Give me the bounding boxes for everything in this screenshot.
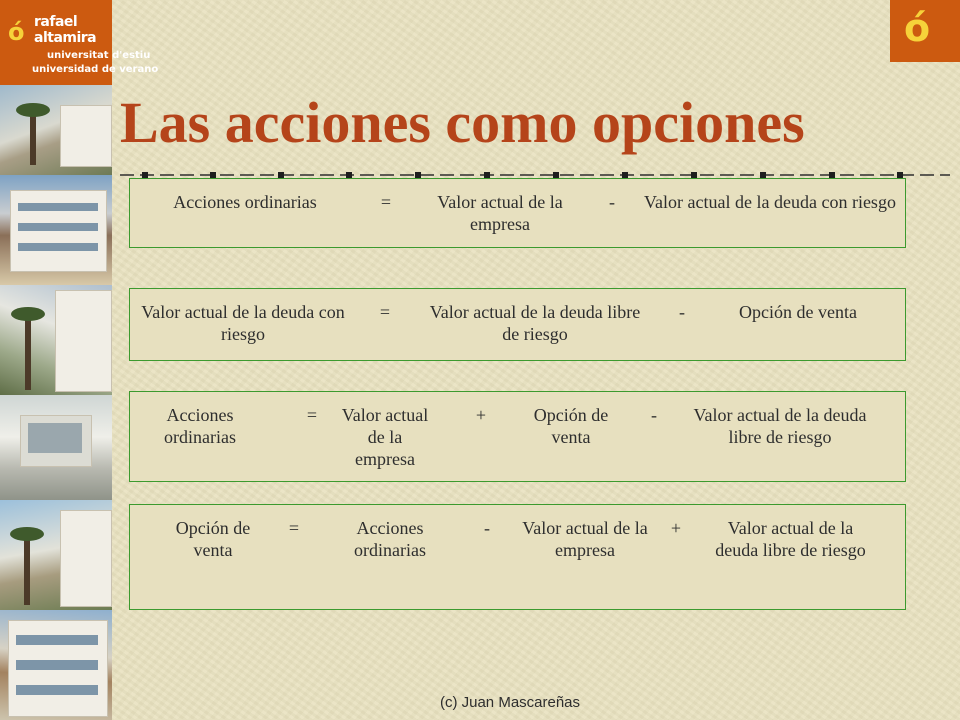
building-shape (60, 510, 112, 607)
logo-name: rafael altamira (34, 14, 97, 46)
palm-trunk (25, 315, 31, 390)
window-row (18, 203, 98, 211)
campus-photo-strip (0, 0, 112, 720)
equation-term: Valor actual de la deuda libre de riesgo (429, 302, 641, 344)
equation-term: Valor actual de la deuda con riesgo (141, 302, 345, 344)
campus-photo (0, 85, 112, 175)
equation-term: Opción de venta (175, 518, 251, 560)
equation-term: Acciones ordinarias (164, 405, 236, 447)
campus-photo (0, 500, 112, 610)
equation-term: Opción de venta (739, 302, 857, 322)
building-shape (60, 105, 112, 167)
equation-term: Opción de venta (533, 405, 609, 447)
equation-operator: + (475, 405, 487, 425)
campus-photo (0, 285, 112, 395)
campus-photo (0, 395, 112, 500)
window-row (16, 635, 98, 645)
palm-trunk (24, 535, 30, 605)
equation-box (129, 391, 906, 482)
equation-term: Acciones ordinarias (173, 192, 317, 212)
equation-operator: - (484, 518, 490, 538)
building-shape (55, 290, 112, 392)
window-row (16, 660, 98, 670)
equation-term: Valor actual de la deuda con riesgo (644, 192, 896, 212)
equation-term: Valor actual de la deuda libre de riesgo (715, 518, 866, 560)
footer-copyright: (c) Juan Mascareñas (439, 694, 581, 711)
equation-operator: = (379, 302, 391, 322)
palm-trunk (30, 110, 36, 165)
window-row (16, 685, 98, 695)
equation-term: Acciones ordinarias (354, 518, 426, 560)
equation-operator: - (609, 192, 615, 212)
equation-operator: + (670, 518, 682, 538)
campus-photo (0, 175, 112, 285)
sun-logo-icon: ó (8, 18, 25, 46)
equation-operator: = (306, 405, 318, 425)
palm-crown (11, 307, 45, 321)
equation-term: Valor actual de la deuda libre de riesgo (693, 405, 867, 447)
equation-box (129, 178, 906, 248)
palm-crown (10, 527, 44, 541)
sun-logo-icon: ó (904, 6, 931, 50)
equation-term: Valor actual de la empresa (522, 518, 648, 560)
equation-term: Valor actual de la empresa (341, 405, 429, 469)
equation-operator: = (288, 518, 300, 538)
window-row (18, 223, 98, 231)
campus-photo (0, 610, 112, 720)
logo-subtitle-1: universitat d'estiu (47, 50, 151, 61)
palm-crown (16, 103, 50, 117)
equation-operator: = (380, 192, 392, 212)
equation-box (129, 504, 906, 610)
equation-term: Valor actual de la empresa (437, 192, 563, 234)
equation-box (129, 288, 906, 361)
equation-operator: - (679, 302, 685, 322)
equation-operator: - (651, 405, 657, 425)
screen-shape (28, 423, 82, 453)
corner-emblem (890, 0, 960, 62)
logo-subtitle-2: universidad de verano (32, 64, 159, 75)
window-row (18, 243, 98, 251)
university-logo (0, 0, 159, 85)
slide-title: Las acciones como opciones (120, 90, 805, 155)
